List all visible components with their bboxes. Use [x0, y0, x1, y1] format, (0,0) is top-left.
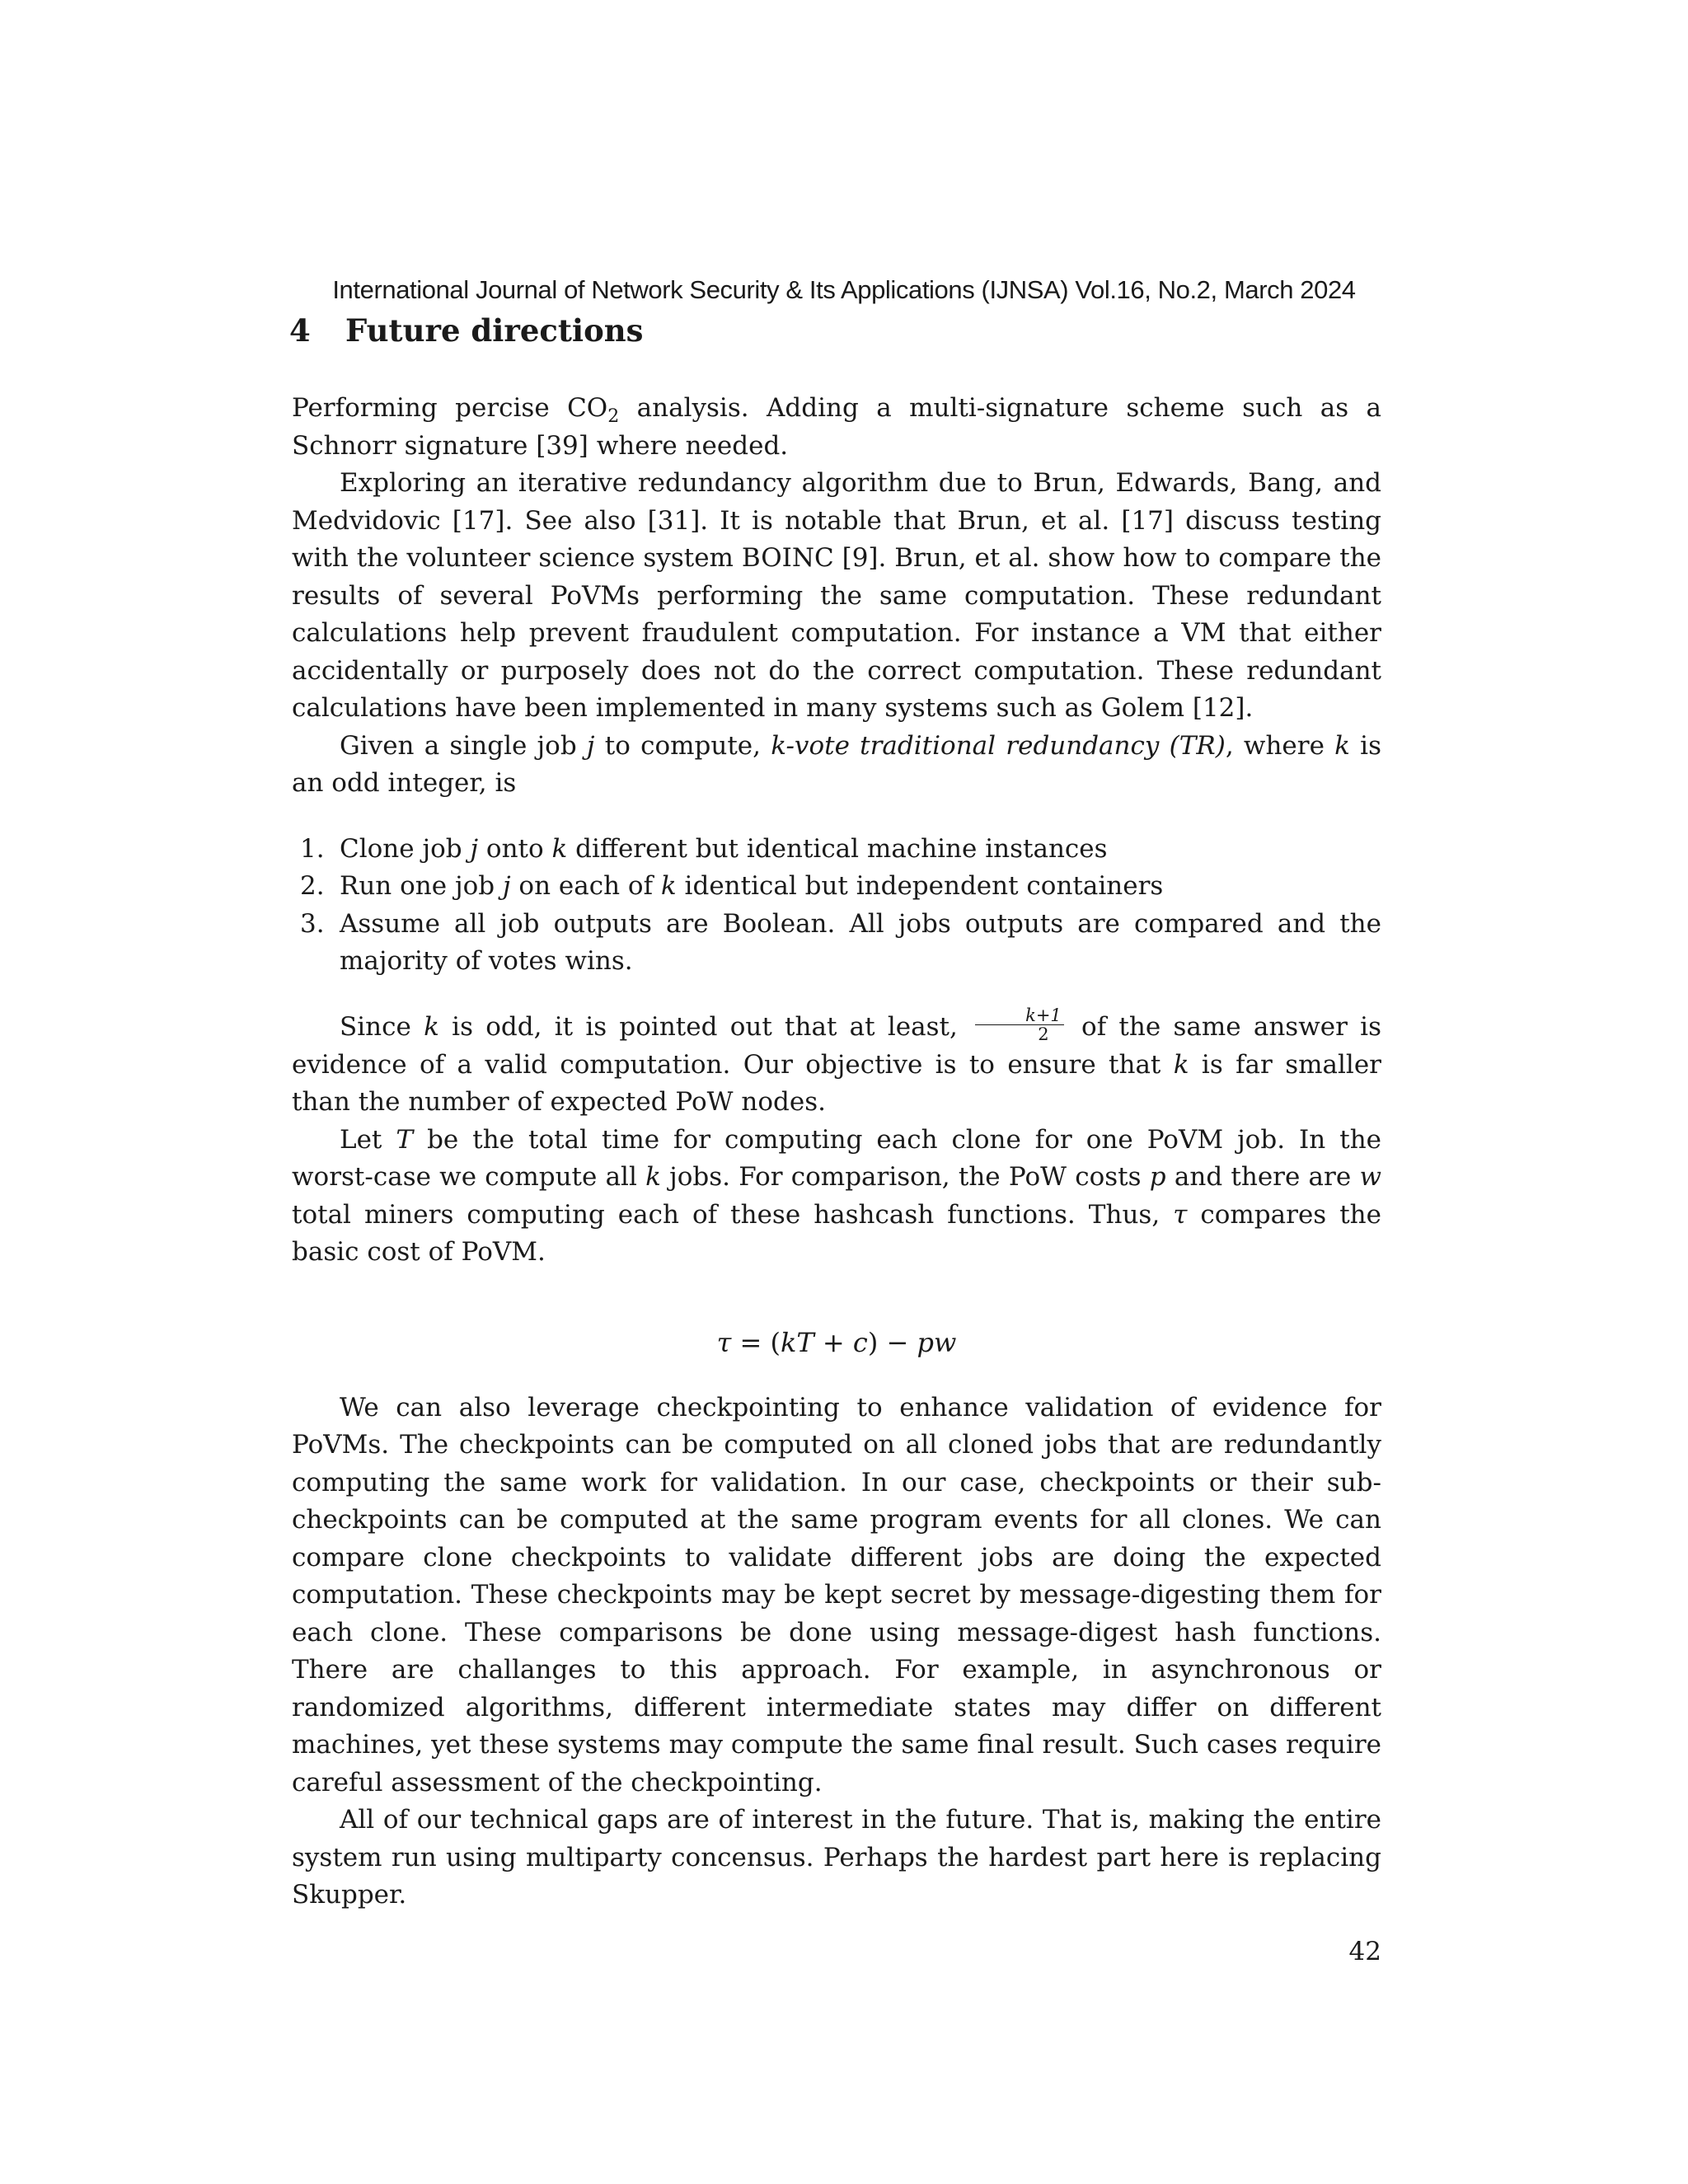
- math-var: j: [502, 871, 511, 901]
- paragraph-text: Performing percise CO: [292, 393, 608, 423]
- list-item: [292, 906, 1381, 981]
- page-body: [289, 310, 1382, 1915]
- math-var: k: [781, 1326, 797, 1358]
- subscript: 2: [607, 406, 620, 427]
- paragraph-tr-definition: [292, 728, 1381, 803]
- paragraph-text: and there are: [1165, 1162, 1360, 1192]
- section-title: Future directions: [345, 312, 644, 349]
- math-var: p: [1149, 1162, 1166, 1192]
- math-var: k: [1173, 1049, 1189, 1080]
- list-text: Clone job: [340, 833, 471, 864]
- list-text: on each of: [510, 871, 661, 901]
- paragraph-checkpointing: We can also leverage checkpointing to enhance validation of evidence for PoVMs. The checkpoints can be computed on all cloned jobs that are redundantly computing the same work for validation. In our case, checkpoints or their sub-checkpoints can be computed at the same program events for all clones. We can compare clone checkpoints to validate different jobs are doing the expected computation. These checkpoints may be kept secret by message-digesting them for each clone. These comparisons be done using message-digest hash functions. There are challanges to this approach. For example, in asynchronous or randomized algorithms, different intermediate states may differ on different machines, yet these systems may compute the same final result. Such cases require careful assessment of the checkpointing.: [292, 1392, 1381, 1797]
- paragraph-cost: [292, 1122, 1381, 1272]
- paragraph-text: Let: [340, 1124, 396, 1155]
- section-number: 4: [289, 312, 311, 349]
- paragraph-text: analysis. Adding a multi-signature scheme such as a Schnorr signature [39] where needed.: [292, 393, 1381, 461]
- paragraph-text: be the total time for computing each clone for one PoVM job. In the worst-case we compute all: [292, 1124, 1381, 1192]
- paragraph-text: Given a single job: [340, 730, 587, 761]
- paragraph-text: is far smaller than the number of expected PoW nodes.: [292, 1049, 1381, 1117]
- math-var: k: [424, 1011, 439, 1042]
- paragraph-text: of the same answer is evidence of a valid computation. Our objective is to ensure that: [292, 1011, 1381, 1080]
- paragraph-text: Since: [340, 1011, 424, 1042]
- math-var: c: [852, 1326, 868, 1358]
- math-operator: = (: [731, 1326, 781, 1358]
- list-text: identical but independent containers: [676, 871, 1164, 901]
- paragraph-text: , where: [1225, 730, 1335, 761]
- fraction-denominator: 2: [1038, 1024, 1049, 1044]
- math-operator: +: [814, 1326, 853, 1358]
- list-item: [292, 831, 1381, 869]
- math-var: w: [933, 1326, 957, 1358]
- math-var: T: [396, 1124, 414, 1155]
- list-marker: 3.: [300, 908, 325, 939]
- tr-steps-list: [292, 831, 1381, 981]
- math-var: k: [645, 1162, 661, 1192]
- math-var: T: [796, 1326, 814, 1358]
- math-var: j: [470, 833, 479, 864]
- running-head: International Journal of Network Security & Its Applications (IJNSA) Vol.16, No.2, March 2024: [332, 275, 1356, 304]
- paragraph-text: total miners computing each of these hashcash functions. Thus,: [292, 1199, 1174, 1230]
- paragraph-text: compares the basic cost of PoVM.: [292, 1199, 1381, 1267]
- fraction: [975, 1006, 1064, 1043]
- list-text: Run one job: [340, 871, 503, 901]
- list-text: different but identical machine instances: [567, 833, 1108, 864]
- math-var: τ: [1173, 1199, 1188, 1230]
- list-marker: 1.: [300, 833, 325, 864]
- math-var: k: [660, 871, 677, 901]
- display-equation: [292, 1324, 1381, 1361]
- fraction-numerator: k+1: [975, 1006, 1064, 1025]
- section-heading: [289, 310, 1381, 351]
- paragraph-text: is an odd integer, is: [292, 730, 1382, 798]
- math-var: τ: [716, 1326, 732, 1358]
- math-var: w: [1359, 1162, 1381, 1192]
- paragraph-technical-gaps: All of our technical gaps are of interest in the future. That is, making the entire system run using multiparty concensus. Perhaps the hardest part here is replacing Skupper.: [292, 1805, 1381, 1910]
- page-number: 42: [1348, 1937, 1381, 1966]
- paragraph-co2: [292, 390, 1381, 465]
- paragraph-text: jobs. For comparison, the PoW costs: [660, 1162, 1150, 1192]
- math-operator: ) −: [867, 1326, 917, 1358]
- list-text: onto: [478, 833, 552, 864]
- paragraph-text: is odd, it is pointed out that at least,: [438, 1011, 971, 1042]
- paragraph-redundancy: Exploring an iterative redundancy algorithm due to Brun, Edwards, Bang, and Medvidovic [17]. See also [31]. It is notable that Brun, et al. [17] discuss testing with the volunteer science system BOINC [9]. Brun, et al. show how to compare the results of several PoVMs performing the same computation. These redundant calculations help prevent fraudulent computation. For instance a VM that either accidentally or purposely does not do the correct computation. These redundant calculations have been implemented in many systems such as Golem [12].: [292, 468, 1381, 723]
- math-var: k: [551, 833, 568, 864]
- math-var: k: [1334, 730, 1350, 761]
- paragraph-text: to compute,: [594, 730, 771, 761]
- paragraph-odd-k: [292, 1005, 1381, 1122]
- math-var: j: [586, 730, 595, 761]
- list-text: Assume all job outputs are Boolean. All jobs outputs are compared and the majority of votes wins.: [340, 908, 1381, 976]
- list-item: [292, 868, 1381, 906]
- defined-term: k-vote traditional redundancy (TR): [771, 730, 1226, 761]
- math-var: p: [917, 1326, 934, 1358]
- list-marker: 2.: [300, 871, 325, 901]
